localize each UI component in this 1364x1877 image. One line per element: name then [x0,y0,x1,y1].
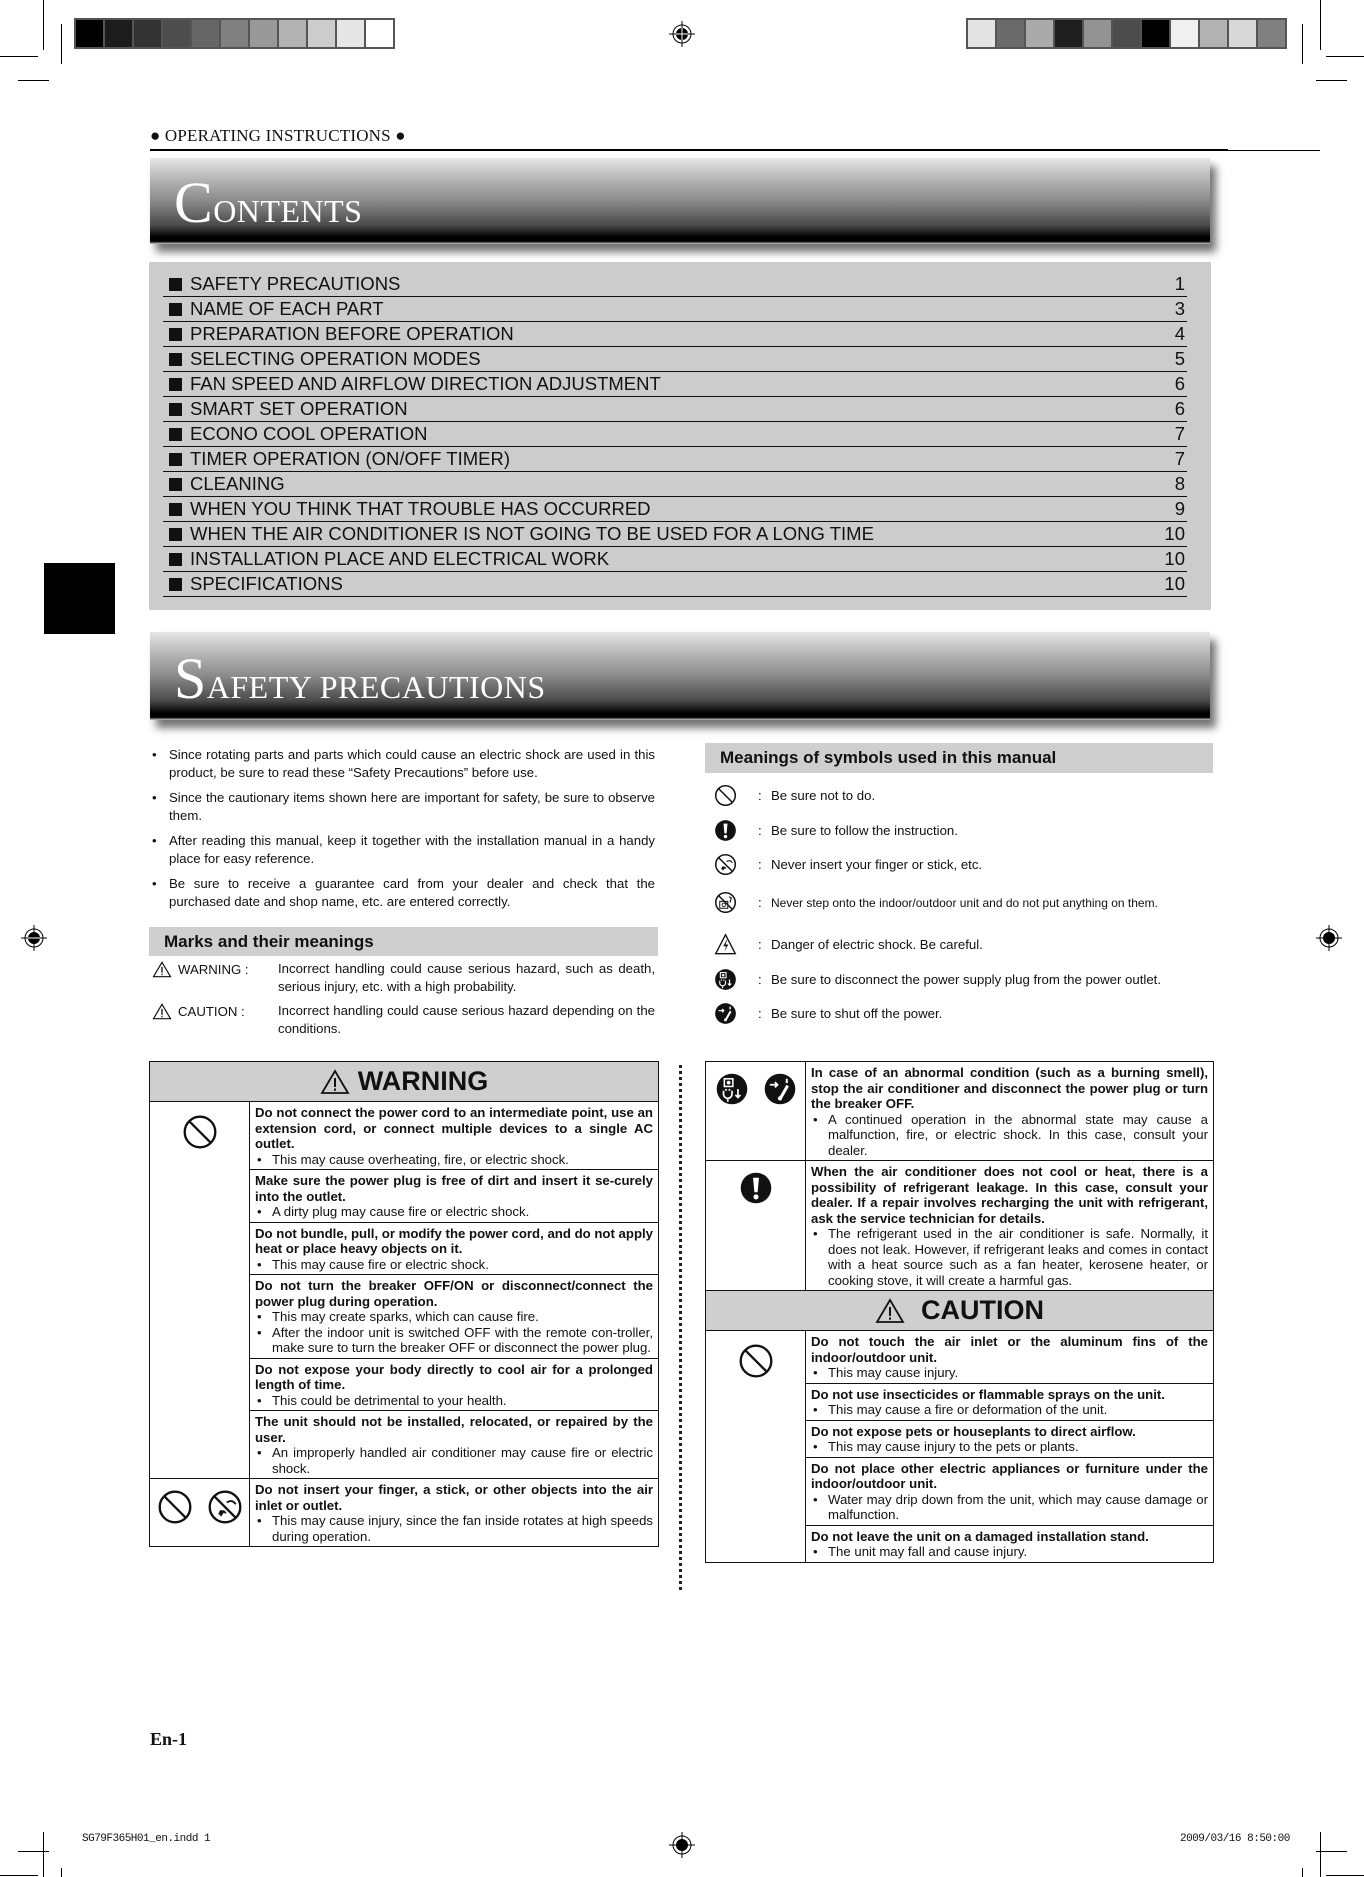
hazard-item [250,1275,658,1359]
toc-entry-label [163,473,285,495]
symbol-description: Be sure to follow the instruction. [771,823,958,838]
caution-title: CAUTION [921,1295,1044,1325]
toc-entry-title: WHEN YOU THINK THAT TROUBLE HAS OCCURRED [190,498,651,519]
hazard-note-text: This may cause injury to the pets or plants. [828,1439,1079,1454]
color-swatch [134,20,161,47]
bullet-dot: • [257,1151,262,1167]
hazard-statement: In case of an abnormal condition (such as a burning smell), stop the air conditioner and disconnect the power plug or turn the breaker OFF. [811,1065,1208,1111]
symbol-description: Be sure not to do. [771,788,876,803]
mark-key-label: WARNING : [178,962,249,977]
warning-triangle-icon [152,1003,175,1020]
hazard-note [811,1492,1208,1523]
toc-entry-label [163,423,427,445]
mark-description: Incorrect handling could cause serious hazard depending on the conditions. [278,1003,655,1036]
hazard-note [255,1325,653,1356]
table-of-contents [149,262,1211,610]
section-header-label: ● OPERATING INSTRUCTIONS ● [150,126,406,145]
toc-entry-page: 3 [1174,298,1185,319]
warning-continued-table [705,1061,1214,1563]
toc-entry-title: FAN SPEED AND AIRFLOW DIRECTION ADJUSTMENT [190,373,661,394]
color-swatch [997,20,1024,47]
hazard-item [250,1170,658,1223]
hazard-note-text: After the indoor unit is switched OFF with the remote con-troller, make sure to turn the breaker OFF or disconnect the power plug. [272,1324,653,1355]
bullet-dot: • [813,1111,818,1127]
toc-entry-title: CLEANING [190,473,285,494]
bullet-dot: • [152,790,157,805]
symbol-item [714,1002,1214,1025]
color-calibration-bar-right [966,18,1287,49]
toc-entry-label [163,523,874,545]
color-swatch [76,20,103,47]
toc-entry[interactable] [163,522,1187,547]
hazard-group [706,1062,1213,1161]
color-swatch [163,20,190,47]
hazard-statement: Do not connect the power cord to an intermediate point, use an extension cord, or connect multiple devices to a single AC outlet. [255,1105,653,1151]
toc-entry[interactable] [163,297,1187,322]
hazard-statement: Do not bundle, pull, or modify the power cord, and do not apply heat or place heavy objects on it. [255,1225,653,1256]
hazard-note-text: The refrigerant used in the air conditioner is safe. Normally, it does not leak. However, if refrigerant leaks and comes in contact with a heat source such as a fan heater, kerosene heater, or cooking stove, it will create a harmful gas. [828,1226,1208,1288]
hazard-group-icons [706,1161,806,1290]
toc-entry[interactable] [163,572,1187,597]
symbol-description: Never insert your finger or stick, etc. [771,857,983,872]
hazard-item [806,1384,1213,1421]
no-step-on-unit-icon [714,891,738,914]
toc-entry[interactable] [163,472,1187,497]
bullet-dot: • [257,1204,262,1219]
hazard-note [255,1152,653,1168]
toc-entry[interactable] [163,547,1187,572]
hazard-note-text: This may cause a fire or deformation of the unit. [828,1402,1108,1417]
toc-entry-page: 7 [1174,448,1185,469]
hazard-group-icons [706,1062,806,1160]
bullet-square-icon [169,453,182,466]
symbol-colon: : [758,1006,762,1021]
hazard-note [811,1112,1208,1159]
toc-entry[interactable] [163,272,1187,297]
toc-entry[interactable] [163,447,1187,472]
hazard-note [811,1544,1208,1560]
toc-entry-label [163,498,651,520]
bullet-dot: • [813,1365,818,1380]
bullet-dot: • [257,1309,262,1324]
hazard-note [811,1365,1208,1381]
symbol-colon: : [758,823,762,838]
color-swatch [1055,20,1082,47]
electric-shock-icon [714,933,738,956]
color-swatch [1258,20,1285,47]
mark-key-label: CAUTION : [178,1004,245,1019]
shut-off-power-icon [763,1072,797,1106]
marks-section-header: Marks and their meanings [149,927,658,956]
toc-entry-title: SELECTING OPERATION MODES [190,348,481,369]
unplug-icon [714,968,738,991]
safety-precautions-title-bar [150,632,1210,720]
hazard-note [255,1204,653,1220]
symbol-description: Danger of electric shock. Be careful. [771,937,983,952]
hazard-note [255,1257,653,1273]
toc-entry-label [163,373,661,395]
toc-entry[interactable] [163,322,1187,347]
symbol-colon: : [758,788,762,803]
bullet-square-icon [169,478,182,491]
prohibition-icon [738,1343,774,1379]
toc-entry-page: 7 [1174,423,1185,444]
intro-bullet [152,746,655,782]
hazard-group [706,1331,1213,1562]
bullet-square-icon [169,278,182,291]
hazard-group-icons [150,1102,250,1478]
toc-entry-page: 6 [1174,398,1185,419]
bullet-dot: • [257,1392,262,1408]
bullet-dot: • [813,1491,818,1507]
toc-entry-page: 10 [1164,573,1185,594]
bullet-dot: • [257,1445,262,1460]
toc-entry-title: PREPARATION BEFORE OPERATION [190,323,514,344]
mark-key [152,1002,278,1038]
bullet-square-icon [169,528,182,541]
toc-entry-page: 6 [1174,373,1185,394]
color-swatch [968,20,995,47]
toc-entry-page: 4 [1174,323,1185,344]
shut-off-power-icon [714,1002,738,1025]
toc-entry-label [163,298,384,320]
toc-entry[interactable] [163,347,1187,372]
hazard-note-text: Water may drip down from the unit, which may cause damage or malfunction. [828,1491,1208,1522]
color-swatch [1113,20,1140,47]
no-finger-insert-icon [207,1489,243,1525]
hazard-item [806,1161,1213,1290]
symbol-description: Be sure to shut off the power. [771,1006,943,1021]
bullet-dot: • [813,1226,818,1241]
hazard-group-icons [706,1331,806,1562]
color-swatch [192,20,219,47]
intro-bullets [152,746,655,918]
hazard-note [255,1309,653,1325]
toc-entry-title: SPECIFICATIONS [190,573,343,594]
hazard-note [811,1226,1208,1288]
bullet-square-icon [169,403,182,416]
warning-table [149,1061,659,1547]
symbol-item [714,891,1214,914]
hazard-note [255,1513,653,1544]
toc-entry-title: INSTALLATION PLACE AND ELECTRICAL WORK [190,548,610,569]
page-number: En-1 [150,1729,188,1749]
toc-entry-page: 1 [1174,273,1185,294]
color-swatch [1171,20,1198,47]
registration-mark-icon [669,1832,695,1858]
mark-description: Incorrect handling could cause serious hazard, such as death, serious injury, etc. with a high probability. [278,961,655,994]
hazard-statement: Do not expose your body directly to cool air for a prolonged length of time. [255,1361,653,1392]
symbol-item [714,784,1214,807]
intro-bullet-text: Since the cautionary items shown here are important for safety, be sure to observe them. [169,790,655,823]
intro-bullet-text: After reading this manual, keep it together with the installation manual in a handy place for easy reference. [169,833,655,866]
toc-entry-title: ECONO COOL OPERATION [190,423,428,444]
warning-title: WARNING [357,1066,489,1096]
color-calibration-bar-left [74,18,395,49]
toc-entry[interactable] [163,372,1187,397]
bullet-square-icon [169,428,182,441]
mark-item [152,1002,655,1038]
bullet-dot: • [813,1439,818,1454]
hazard-statement: Do not insert your finger, a stick, or other objects into the air inlet or outlet. [255,1482,653,1513]
bullet-dot: • [152,747,157,762]
contents-title-bar [150,158,1210,244]
unplug-icon [715,1072,749,1106]
header-rule [150,149,1228,151]
hazard-group-icons [150,1479,250,1546]
hazard-note [811,1439,1208,1455]
toc-entry-label [163,398,408,420]
no-finger-insert-icon [714,853,738,876]
prohibition-icon [182,1114,218,1150]
color-swatch [337,20,364,47]
hazard-item [806,1421,1213,1458]
registration-mark-icon [1316,925,1342,951]
mandatory-exclamation-icon [739,1171,773,1205]
hazard-statement: Make sure the power plug is free of dirt and insert it se-curely into the outlet. [255,1173,653,1204]
safety-precautions-title: SAFETY PRECAUTIONS [174,646,546,711]
bullet-dot: • [257,1513,262,1528]
hazard-note [255,1445,653,1476]
column-separator [679,1065,682,1590]
toc-entry-page: 10 [1164,523,1185,544]
toc-entry-title: NAME OF EACH PART [190,298,384,319]
toc-entry-page: 5 [1174,348,1185,369]
symbol-description: Be sure to disconnect the power supply plug from the power outlet. [771,972,1161,987]
warning-triangle-icon [320,1069,350,1095]
color-swatch [105,20,132,47]
hazard-note-text: The unit may fall and cause injury. [828,1544,1028,1559]
hazard-item [806,1458,1213,1526]
prohibition-icon [714,784,738,807]
bullet-dot: • [813,1544,818,1559]
hazard-item [806,1062,1213,1160]
toc-entry-title: SAFETY PRECAUTIONS [190,273,401,294]
toc-entry-label [163,573,343,595]
toc-entry-label [163,448,510,470]
contents-title: CONTENTS [174,170,363,235]
print-slug-date: 2009/03/16 8:50:00 [1180,1833,1290,1845]
toc-entry-title: SMART SET OPERATION [190,398,408,419]
warning-table-header [150,1062,658,1102]
hazard-note-text: A dirty plug may cause fire or electric shock. [272,1204,530,1219]
hazard-note-text: An improperly handled air conditioner may cause fire or electric shock. [272,1445,653,1476]
bullet-dot: • [257,1324,262,1340]
hazard-item [250,1359,658,1412]
bullet-dot: • [152,833,157,848]
bullet-square-icon [169,578,182,591]
color-swatch [250,20,277,47]
color-swatch [279,20,306,47]
hazard-note-text: This could be detrimental to your health. [272,1392,507,1408]
color-swatch [1026,20,1053,47]
hazard-statement: Do not leave the unit on a damaged installation stand. [811,1528,1149,1544]
hazard-item [250,1479,658,1546]
print-slug-file: SG79F365H01_en.indd 1 [82,1833,211,1845]
hazard-statement: Do not use insecticides or flammable sprays on the unit. [811,1386,1165,1402]
symbol-item [714,819,1214,842]
caution-table-header [706,1291,1213,1331]
toc-entry-page: 9 [1174,498,1185,519]
toc-entry[interactable] [163,422,1187,447]
hazard-note-text: This may cause fire or electric shock. [272,1256,489,1272]
hazard-note-text: This may cause injury, since the fan inside rotates at high speeds during operation. [272,1513,653,1544]
hazard-group-items [806,1062,1213,1160]
toc-entry[interactable] [163,397,1187,422]
symbol-colon: : [758,937,762,952]
registration-mark-icon [669,21,695,47]
hazard-statement: Do not place other electric appliances or furniture under the indoor/outdoor unit. [811,1460,1208,1491]
bullet-dot: • [152,876,157,891]
prohibition-icon [157,1489,193,1525]
hazard-note [811,1402,1208,1418]
color-swatch [1229,20,1256,47]
hazard-note-text: This may cause injury. [828,1365,959,1380]
hazard-statement: Do not touch the air inlet or the aluminum fins of the indoor/outdoor unit. [811,1334,1208,1365]
symbol-item [714,933,1214,956]
header-rule-extension [1228,150,1320,151]
bullet-square-icon [169,303,182,316]
mark-item [152,960,655,996]
toc-entry-page: 8 [1174,473,1185,494]
intro-bullet [152,875,655,911]
toc-entry-label [163,273,400,295]
bullet-dot: • [813,1402,818,1417]
registration-mark-icon [21,925,47,951]
mark-key [152,960,278,996]
color-swatch [1200,20,1227,47]
color-swatch [221,20,248,47]
hazard-note-text: This may cause overheating, fire, or electric shock. [272,1151,569,1167]
hazard-note [255,1393,653,1409]
bullet-square-icon [169,328,182,341]
bullet-square-icon [169,378,182,391]
toc-entry-label [163,348,481,370]
symbol-item [714,968,1214,991]
symbol-description: Never step onto the indoor/outdoor unit and do not put anything on them. [771,895,1158,910]
hazard-group-items [806,1161,1213,1290]
mandatory-exclamation-icon [714,819,738,842]
bullet-dot: • [257,1256,262,1272]
toc-entry-label [163,548,609,570]
toc-entry-title: WHEN THE AIR CONDITIONER IS NOT GOING TO BE USED FOR A LONG TIME [190,523,874,544]
hazard-note-text: This may create sparks, which can cause fire. [272,1309,539,1324]
symbol-colon: : [758,972,762,987]
symbol-colon: : [758,857,762,872]
symbol-colon: : [758,895,762,910]
hazard-item [250,1223,658,1276]
warning-triangle-icon [152,961,175,978]
color-swatch [366,20,393,47]
hazard-statement: The unit should not be installed, relocated, or repaired by the user. [255,1414,653,1445]
hazard-item [250,1411,658,1478]
hazard-group [150,1102,658,1479]
intro-bullet [152,832,655,868]
bullet-square-icon [169,503,182,516]
hazard-group [150,1479,658,1546]
toc-entry[interactable] [163,497,1187,522]
symbol-item [714,853,1214,876]
hazard-statement: Do not turn the breaker OFF/ON or disconnect/connect the power plug during operation. [255,1278,653,1309]
hazard-group-items [250,1102,658,1478]
intro-bullet-text: Be sure to receive a guarantee card from your dealer and check that the purchased date and shop name, etc. are entered correctly. [169,876,655,909]
color-swatch [1084,20,1111,47]
hazard-item [806,1526,1213,1562]
hazard-statement: When the air conditioner does not cool or heat, there is a possibility of refrigerant leakage. In this case, consult your dealer. If a repair involves recharging the unit with refrigerant, ask the service technician for details. [811,1164,1208,1226]
hazard-note-text: A continued operation in the abnormal state may cause a malfunction, fire, or electric shock. In this case, consult your dealer. [828,1111,1208,1158]
bullet-square-icon [169,553,182,566]
bullet-square-icon [169,353,182,366]
toc-entry-page: 10 [1164,548,1185,569]
hazard-group-items [250,1479,658,1546]
chapter-thumb-tab [44,563,115,634]
hazard-statement: Do not expose pets or houseplants to direct airflow. [811,1423,1136,1439]
hazard-group-items [806,1331,1213,1562]
hazard-group [706,1161,1213,1291]
intro-bullet [152,789,655,825]
color-swatch [308,20,335,47]
marks-list [152,960,655,1044]
color-swatch [1142,20,1169,47]
hazard-item [806,1331,1213,1384]
symbols-section-header: Meanings of symbols used in this manual [705,743,1213,773]
toc-entry-title: TIMER OPERATION (ON/OFF TIMER) [190,448,510,469]
hazard-item [250,1102,658,1170]
toc-entry-label [163,323,514,345]
intro-bullet-text: Since rotating parts and parts which could cause an electric shock are used in this product, be sure to read these “Safety Precautions” before use. [169,747,655,780]
warning-triangle-icon [875,1298,913,1324]
